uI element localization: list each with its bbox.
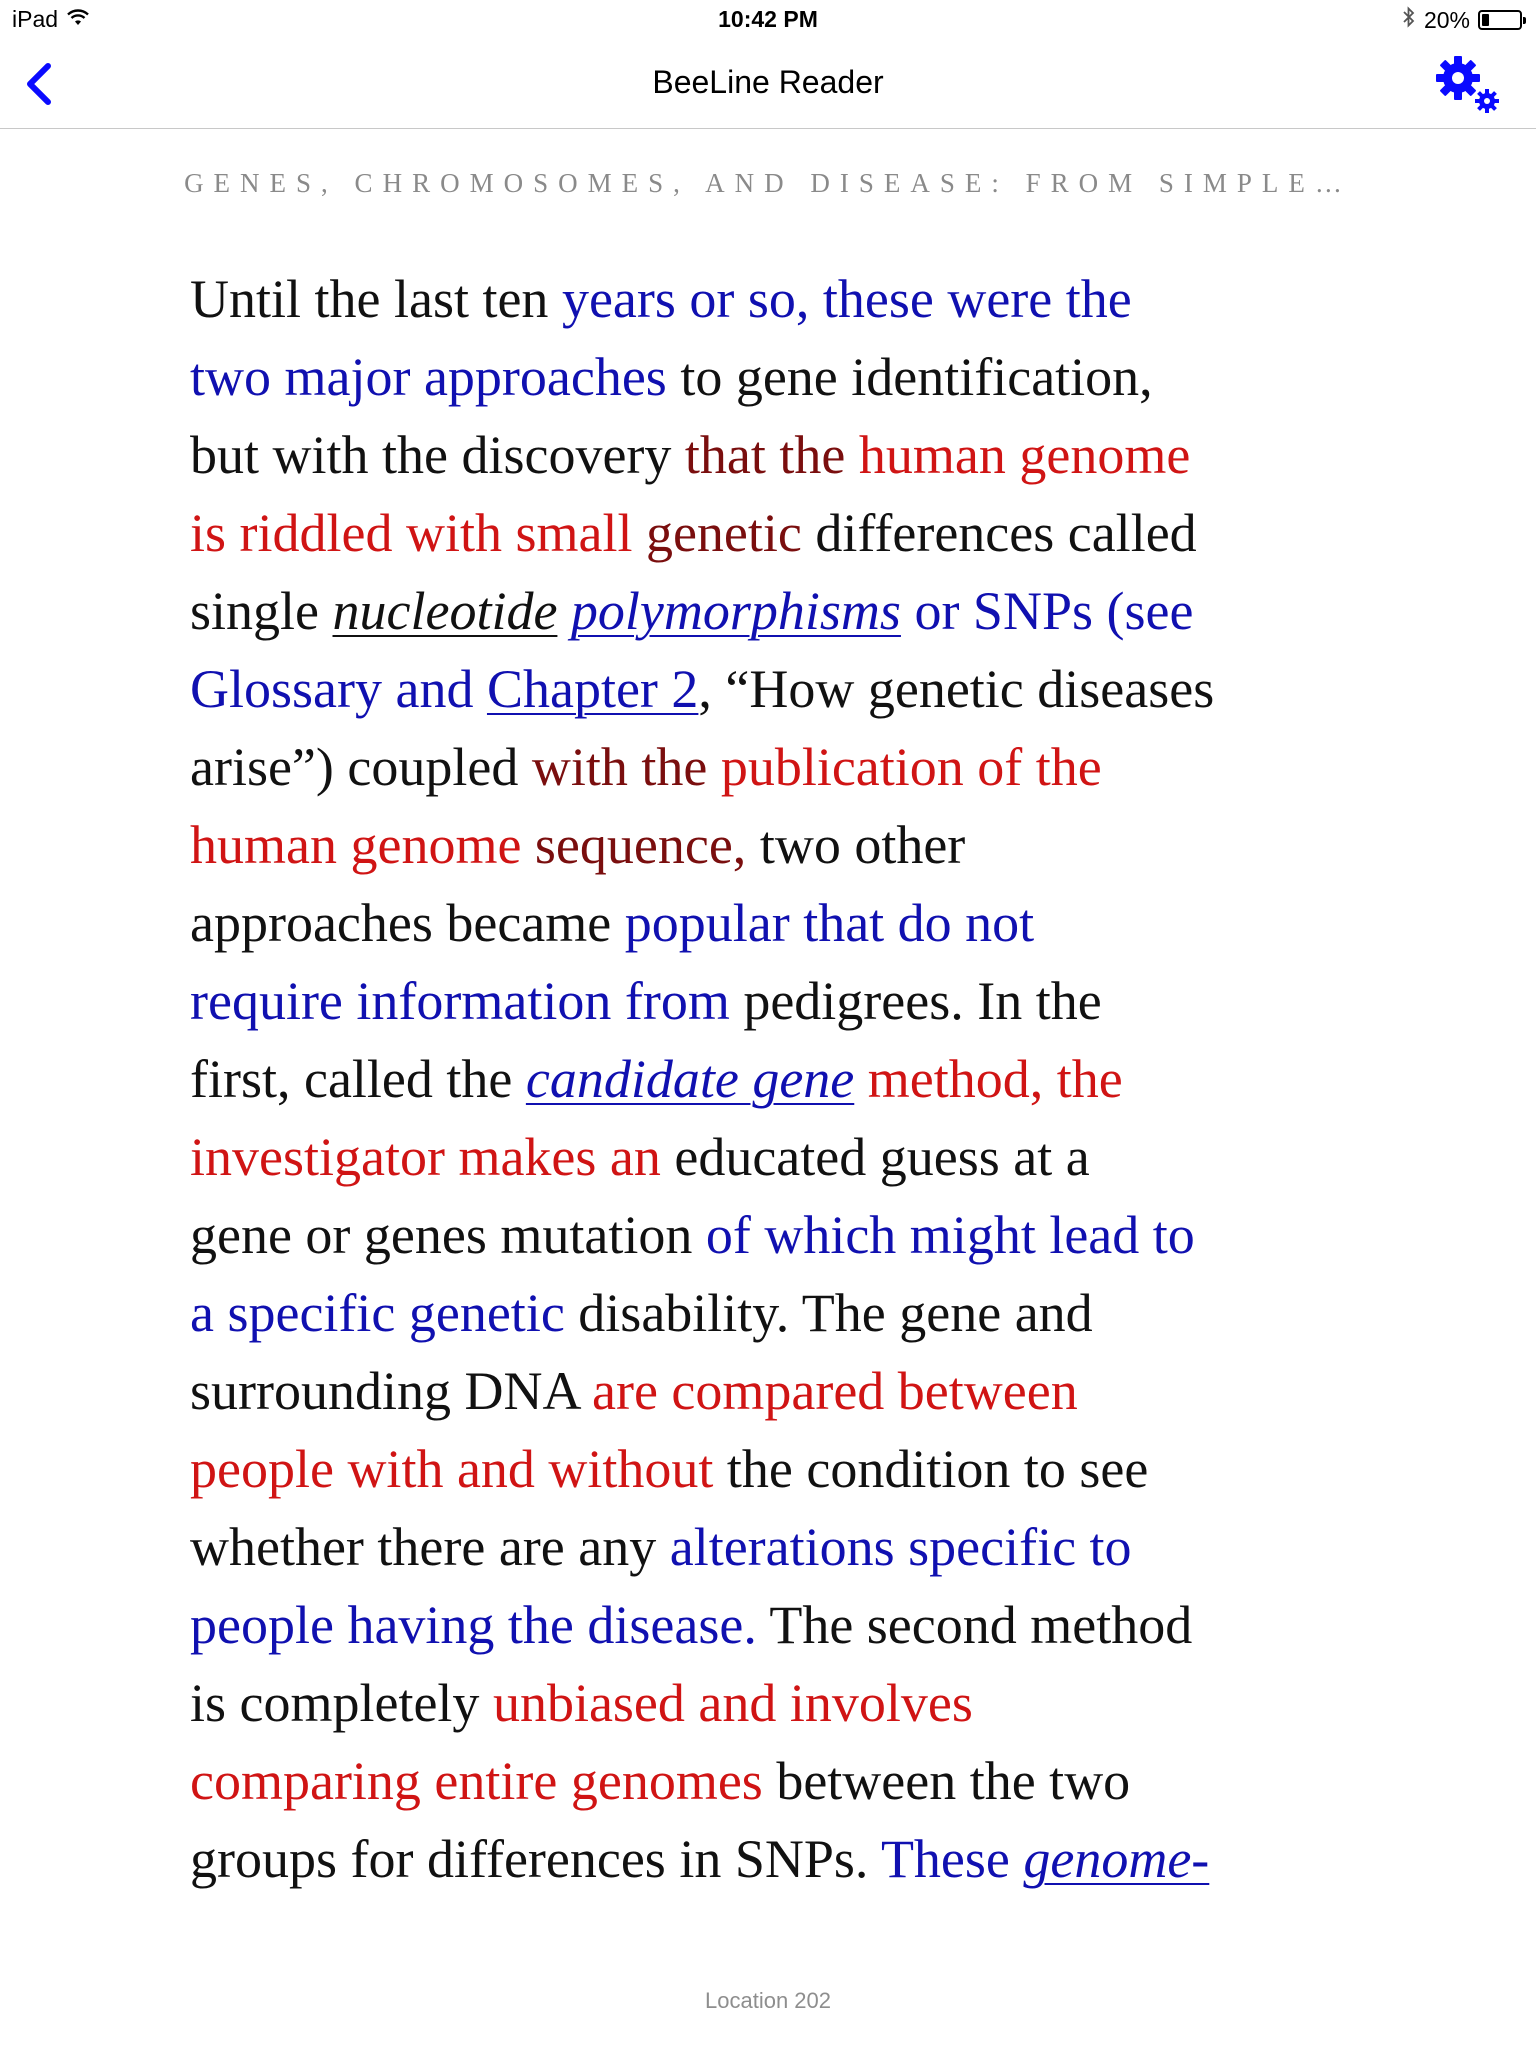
- text-line: [190, 650, 1370, 728]
- text-segment: people with and without: [190, 1439, 727, 1499]
- text-segment: people having the disease.: [190, 1595, 770, 1655]
- text-segment: Glossary and: [190, 659, 487, 719]
- text-segment: , “How genetic diseases: [698, 659, 1215, 719]
- text-segment: comparing entire genomes: [190, 1751, 777, 1811]
- text-segment: is riddled with small: [190, 503, 646, 563]
- text-line: [190, 1664, 1370, 1742]
- text-segment: investigator makes an: [190, 1127, 675, 1187]
- text-segment: two other: [759, 815, 966, 875]
- text-segment: The second method: [769, 1595, 1193, 1655]
- bluetooth-icon: [1402, 6, 1416, 34]
- gears-icon: [1430, 50, 1506, 118]
- text-segment: Until the last ten: [190, 269, 562, 329]
- text-segment: pedigrees. In the: [743, 971, 1102, 1031]
- text-segment: of which might lead to: [705, 1205, 1195, 1265]
- glossary-link[interactable]: genome-: [1023, 1829, 1210, 1889]
- status-time: 10:42 PM: [718, 6, 818, 32]
- text-line: [190, 494, 1370, 572]
- text-line: [190, 1196, 1370, 1274]
- text-segment: human genome: [858, 425, 1191, 485]
- location-indicator: Location 202: [705, 1988, 831, 2013]
- text-line: [190, 962, 1370, 1040]
- status-bar: [0, 0, 1536, 40]
- text-line: [190, 1274, 1370, 1352]
- text-line: [190, 1118, 1370, 1196]
- text-segment: a specific genetic: [190, 1283, 579, 1343]
- text-segment: disability. The gene and: [578, 1283, 1093, 1343]
- text-segment: single: [190, 581, 333, 641]
- text-segment: gene or genes mutation: [190, 1205, 706, 1265]
- reading-text[interactable]: [190, 260, 1370, 1898]
- book-title: GENES, CHROMOSOMES, AND DISEASE: FROM SIMPLE…: [184, 168, 1352, 198]
- text-segment: require information from: [190, 971, 744, 1031]
- text-segment: are compared between: [592, 1361, 1078, 1421]
- text-segment: method, the: [854, 1049, 1123, 1109]
- text-segment: two major approaches: [190, 347, 681, 407]
- device-label: iPad: [12, 6, 59, 32]
- text-segment: differences called: [815, 503, 1197, 563]
- text-segment: to gene identification,: [680, 347, 1153, 407]
- glossary-link[interactable]: Chapter 2: [486, 659, 699, 719]
- text-segment: approaches became: [190, 893, 625, 953]
- text-line: [190, 1040, 1370, 1118]
- text-segment: with the: [531, 737, 721, 797]
- text-line: [190, 1352, 1370, 1430]
- text-segment: groups for differences in SNPs.: [190, 1829, 881, 1889]
- battery-icon: [1478, 10, 1522, 30]
- text-segment: educated guess at a: [674, 1127, 1090, 1187]
- text-line: [190, 1430, 1370, 1508]
- text-line: [190, 1508, 1370, 1586]
- battery-percent: 20%: [1423, 6, 1470, 33]
- text-segment: is completely: [190, 1673, 493, 1733]
- glossary-link[interactable]: nucleotide: [332, 581, 558, 641]
- text-segment: unbiased and involves: [492, 1673, 973, 1733]
- text-segment: [557, 581, 571, 641]
- text-segment: alterations specific to: [669, 1517, 1132, 1577]
- status-right: [1402, 6, 1522, 34]
- glossary-link[interactable]: polymorphisms: [570, 581, 901, 641]
- text-segment: first, called the: [190, 1049, 526, 1109]
- text-segment: sequence,: [534, 815, 760, 875]
- settings-button[interactable]: [1430, 50, 1506, 118]
- text-line: [190, 1820, 1370, 1898]
- text-segment: publication of the: [720, 737, 1102, 797]
- text-line: [190, 728, 1370, 806]
- text-line: [190, 260, 1370, 338]
- text-segment: but with the discovery: [190, 425, 685, 485]
- text-segment: popular that do not: [624, 893, 1035, 953]
- text-segment: years or so, these were the: [561, 269, 1132, 329]
- text-line: [190, 416, 1370, 494]
- text-line: [190, 1586, 1370, 1664]
- battery-fill: [1482, 14, 1489, 26]
- text-segment: between the two: [776, 1751, 1131, 1811]
- text-segment: arise”) coupled: [190, 737, 532, 797]
- nav-bar: [0, 40, 1536, 129]
- text-line: [190, 338, 1370, 416]
- text-line: [190, 884, 1370, 962]
- text-segment: that the: [684, 425, 859, 485]
- text-segment: the condition to see: [726, 1439, 1149, 1499]
- text-line: [190, 1742, 1370, 1820]
- text-segment: or SNPs (see: [900, 581, 1194, 641]
- text-line: [190, 806, 1370, 884]
- battery-nub: [1523, 17, 1526, 24]
- text-segment: These: [880, 1829, 1024, 1889]
- text-segment: surrounding DNA: [190, 1361, 592, 1421]
- text-segment: whether there are any: [190, 1517, 670, 1577]
- glossary-link[interactable]: candidate gene: [525, 1049, 855, 1109]
- nav-title: BeeLine Reader: [652, 64, 884, 100]
- text-segment: genetic: [645, 503, 816, 563]
- text-segment: human genome: [190, 815, 535, 875]
- text-line: [190, 572, 1370, 650]
